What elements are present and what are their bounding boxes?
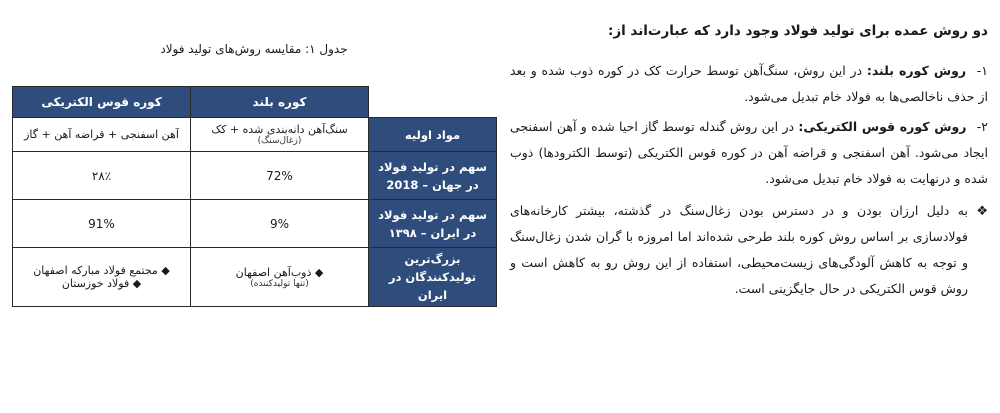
- cell-producers-eaf: [13, 248, 191, 307]
- row-header-world-share: سهم در تولید فولاد در جهان – 2018: [369, 152, 497, 200]
- cell-text: ◆ ذوب‌آهن اصفهان: [235, 265, 324, 279]
- empty-corner-cell: [369, 87, 497, 118]
- cell-note: (زغال‌سنگ): [257, 136, 302, 146]
- method-item-blast-furnace: [510, 58, 988, 110]
- cell-iran-blast: 9%: [191, 200, 369, 248]
- cell-iran-eaf: 91%: [13, 200, 191, 248]
- item-text: در این روش گندله توسط گاز احیا شده و آهن اسفنجی ایجاد می‌شود. آهن اسفنجی و قراضه آهن در کوره قوس الکتریکی (توسط الکترودها) ذوب شده و درنهایت به فولاد خام تبدیل می‌شود.: [510, 119, 988, 186]
- cell-text: ◆ فولاد خوزستان: [61, 277, 142, 290]
- item-title: روش کوره بلند:: [866, 63, 967, 78]
- diamond-bullet-icon: ❖: [976, 204, 988, 219]
- cell-raw-eaf: آهن اسفنجی + قراضه آهن + گاز: [13, 118, 191, 152]
- section-heading: دو روش عمده برای تولید فولاد وجود دارد که عبارت‌اند از:: [607, 23, 988, 39]
- row-header-producers: بزرگ‌ترین تولیدکنندگان در ایران: [369, 248, 497, 307]
- item-number: ۲-: [976, 119, 988, 134]
- table-row: [13, 248, 497, 307]
- row-header-raw-materials: مواد اولیه: [369, 118, 497, 152]
- cell-producers-blast: [191, 248, 369, 307]
- table-row: [13, 152, 497, 200]
- row-header-iran-share: سهم در تولید فولاد در ایران – ۱۳۹۸: [369, 200, 497, 248]
- table-header-row: [13, 87, 497, 118]
- cell-text: ◆ مجتمع فولاد مبارکه اصفهان: [33, 264, 170, 277]
- item-title: روش کوره قوس الکتریکی:: [798, 119, 967, 134]
- cell-world-eaf: ۲۸٪: [13, 152, 191, 200]
- bullet-paragraph: [510, 198, 988, 302]
- method-item-electric-arc: [510, 114, 988, 192]
- cell-raw-blast: [191, 118, 369, 152]
- cell-note: (تنها تولیدکننده): [250, 278, 309, 289]
- article-text: [510, 18, 988, 302]
- column-header-blast-furnace: کوره بلند: [191, 87, 369, 118]
- table-caption: جدول ۱: مقایسه روش‌های تولید فولاد: [160, 42, 348, 56]
- cell-world-blast: 72%: [191, 152, 369, 200]
- item-text: در این روش، سنگ‌آهن توسط حرارت کک در کوره ذوب شده و بعد از حذف ناخالصی‌ها به فولاد خام تبدیل می‌شود.: [510, 63, 988, 104]
- table-row: [13, 200, 497, 248]
- item-number: ۱-: [976, 63, 989, 78]
- comparison-table: [12, 86, 497, 307]
- bullet-text: به دلیل ارزان بودن و در دسترس بودن زغال‌سنگ در گذشته، بیشتر کارخانه‌های فولادسازی بر اساس روش کوره بلند طرحی شده‌اند اما امروزه با گران شدن زغال‌سنگ و توجه به کاهش آلودگی‌های زیست‌محیطی، استفاده از این روش رو به کاهش است و روش قوس الکتریکی در حال جایگزینی است.: [510, 203, 968, 296]
- table-row: [13, 118, 497, 152]
- column-header-electric-arc: کوره قوس الکتریکی: [13, 87, 191, 118]
- cell-text: سنگ‌آهن دانه‌بندی شده + کک: [211, 123, 348, 136]
